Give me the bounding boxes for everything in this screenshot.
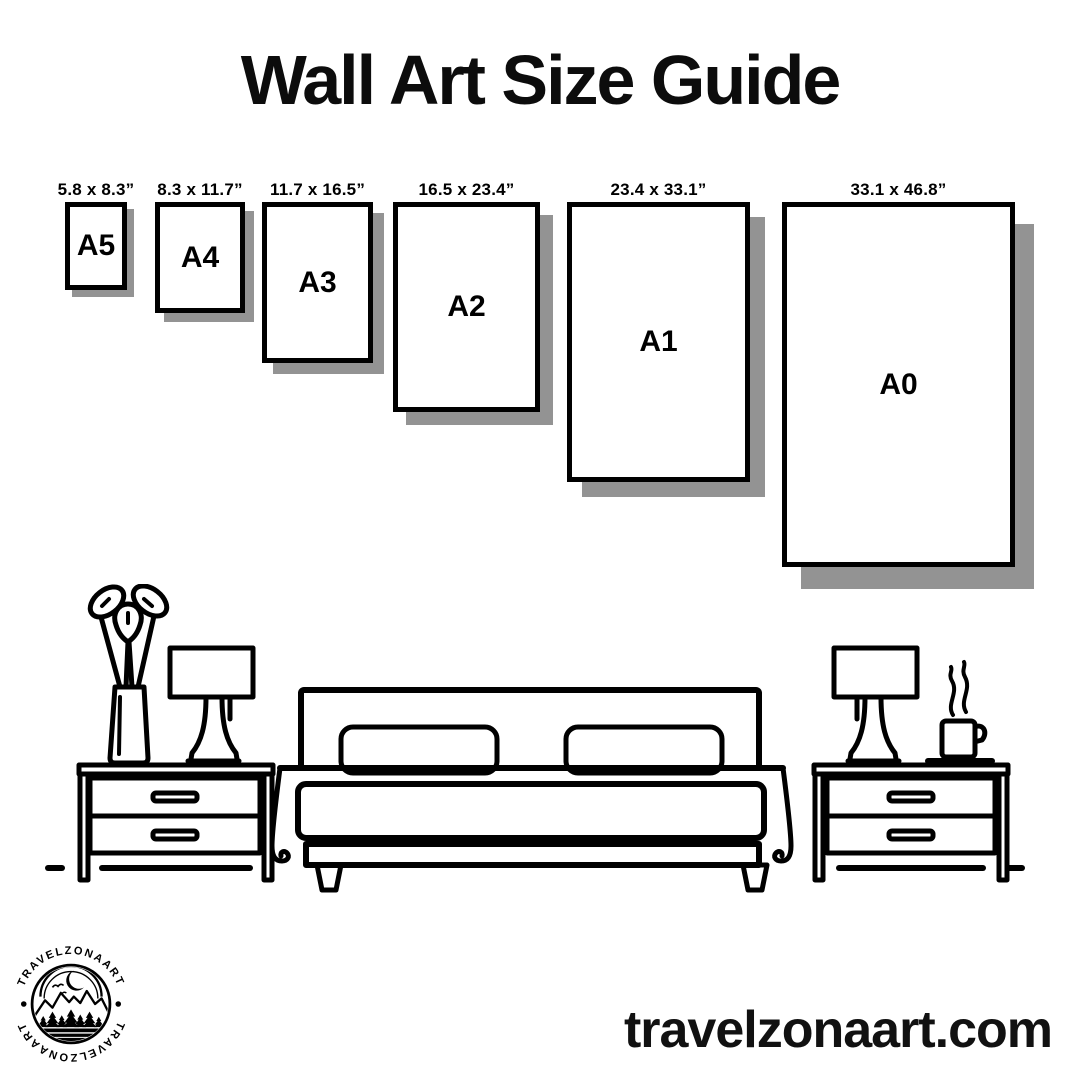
- drawer-handle-icon: [889, 831, 933, 839]
- poster-a3: [262, 180, 373, 363]
- logo-bullet: [115, 1001, 121, 1007]
- poster-a3-dimensions: 11.7 x 16.5”: [269, 180, 366, 199]
- logo-text-top: TRAVELZONAART: [15, 944, 127, 989]
- drawer-handle-icon: [153, 831, 197, 839]
- poster-a5-dimensions: 5.8 x 8.3”: [57, 180, 135, 199]
- bedroom-illustration: [40, 584, 1040, 896]
- poster-a4-code: A4: [180, 240, 220, 274]
- plant-vase-icon: [85, 584, 173, 763]
- drawer-handle-icon: [153, 793, 197, 801]
- poster-a3-code: A3: [298, 265, 337, 299]
- poster-a4: [155, 180, 245, 313]
- nightstand-right-icon: [814, 765, 1008, 880]
- poster-a1-code: A1: [639, 325, 678, 358]
- logo-bullet: [21, 1001, 27, 1007]
- logo-text-bottom: TRAVELZONAART: [15, 1019, 127, 1064]
- page-title: Wall Art Size Guide: [240, 41, 840, 119]
- poster-a2: [393, 180, 540, 412]
- poster-a5: [57, 180, 135, 290]
- bed-icon: [272, 690, 791, 890]
- website-url: travelzonaart.com: [623, 1001, 1052, 1059]
- poster-a2-dimensions: 16.5 x 23.4”: [418, 180, 515, 199]
- drawer-handle-icon: [889, 793, 933, 801]
- nightstand-left-icon: [79, 765, 273, 880]
- coffee-cup-icon: [928, 662, 992, 761]
- poster-a5-code: A5: [76, 229, 116, 262]
- lamp-right-icon: [834, 648, 917, 761]
- poster-a0-code: A0: [879, 367, 918, 401]
- steam-icon: [963, 662, 967, 712]
- poster-a4-dimensions: 8.3 x 11.7”: [157, 180, 243, 199]
- steam-icon: [950, 667, 954, 715]
- poster-a1: [567, 180, 750, 482]
- poster-a0-dimensions: 33.1 x 46.8”: [850, 180, 947, 199]
- brand-logo: [8, 938, 134, 1070]
- vase-icon: [110, 687, 148, 763]
- poster-a0: [782, 180, 1015, 567]
- poster-a2-code: A2: [447, 290, 486, 323]
- lamp-left-icon: [170, 648, 253, 761]
- poster-a1-dimensions: 23.4 x 33.1”: [610, 180, 707, 199]
